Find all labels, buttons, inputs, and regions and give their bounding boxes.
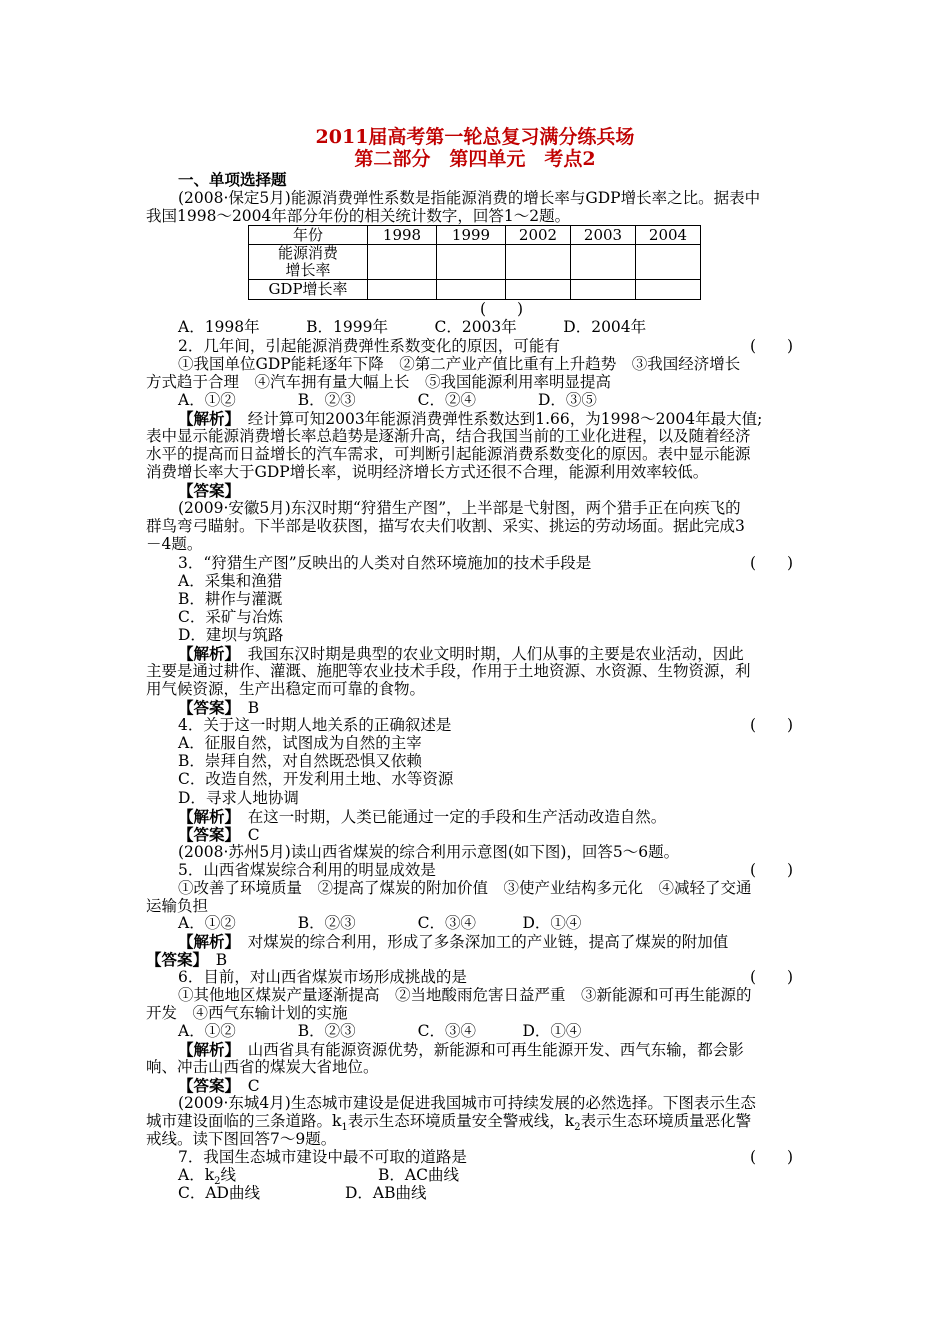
table-header-cell: 2004 [636, 226, 701, 245]
intro-q34-line3: －4题。 [146, 535, 203, 553]
q5-options: A．①② B．②③ C．③④ D．①④ [178, 914, 582, 932]
table-header-row [249, 226, 701, 245]
q2-analysis-line1: 【解析】 经计算可知2003年能源消费弹性系数达到1.66，为1998～2004年最大值; [178, 409, 763, 428]
table-row [249, 280, 701, 300]
q4-option-d: D．寻求人地协调 [178, 789, 299, 807]
table-row-label: GDP增长率 [249, 280, 368, 300]
table-cell [636, 280, 701, 300]
q3-answer-paren: ( ) [750, 554, 794, 572]
intro-q12-line1: (2008·保定5月)能源消费弹性系数是指能源消费的增长率与GDP增长率之比。据表中 [178, 189, 761, 207]
table-cell [636, 245, 701, 280]
q3-option-c: C．采矿与冶炼 [178, 608, 283, 626]
section-heading: 一、单项选择题 [178, 170, 287, 189]
intro-q34-line2: 群鸟弯弓瞄射。下半部是收获图，描写农夫们收割、采实、挑运的劳动场面。据此完成3 [146, 517, 745, 535]
q3-option-d: D．建坝与筑路 [178, 626, 284, 644]
document-subtitle: 第二部分 第四单元 考点2 [354, 148, 596, 170]
analysis-tag: 【解析】 [178, 932, 233, 951]
q5-answer: 【答案】 B [146, 950, 228, 969]
intro-q79-line3: 戒线。读下图回答7～9题。 [146, 1130, 337, 1148]
table-row-label: 能源消费 增长率 [249, 245, 368, 280]
q7-option-c: C．AD曲线 [178, 1184, 260, 1202]
table-header-cell: 年份 [249, 226, 368, 245]
q5-analysis-line1: 【解析】 对煤炭的综合利用，形成了多条深加工的产业链，提高了煤炭的附加值 [178, 932, 729, 951]
table-cell [368, 245, 437, 280]
table-header-cell: 2003 [571, 226, 636, 245]
q6-answer: 【答案】 C [178, 1076, 260, 1095]
analysis-tag: 【解析】 [178, 1040, 233, 1059]
table-cell [571, 280, 636, 300]
intro-q79-line1: (2009·东城4月)生态城市建设是促进我国城市可持续发展的必然选择。下图表示生态 [178, 1094, 756, 1112]
table-cell [571, 245, 636, 280]
q4-answer-paren: ( ) [750, 716, 794, 734]
table-header-cell: 2002 [506, 226, 571, 245]
q4-stem: 4．关于这一时期人地关系的正确叙述是 [178, 716, 452, 734]
q6-items-line1: ①其他地区煤炭产量逐渐提高 ②当地酸雨危害日益严重 ③新能源和可再生能源的 [178, 986, 752, 1004]
intro-q56: (2008·苏州5月)读山西省煤炭的综合利用示意图(如下图)，回答5～6题。 [178, 843, 680, 861]
q2-options: A．①② B．②③ C．②④ D．③⑤ [178, 391, 597, 409]
q5-stem: 5．山西省煤炭综合利用的明显成效是 [178, 861, 436, 879]
q3-analysis-line1: 【解析】 我国东汉时期是典型的农业文明时期，人们从事的主要是农业活动，因此 [178, 644, 744, 663]
q1-options: A．1998年 B．1999年 C．2003年 D．2004年 [178, 318, 647, 336]
q5-items-line1: ①改善了环境质量 ②提高了煤炭的附加价值 ③使产业结构多元化 ④减轻了交通 [178, 879, 752, 897]
q2-answer-paren: ( ) [750, 337, 794, 355]
q2-analysis-line3: 水平的提高而日益增长的汽车需求，可判断引起能源消费系数变化的原因。表中显示能源 [146, 445, 751, 463]
q3-stem: 3．“狩猎生产图”反映出的人类对自然环境施加的技术手段是 [178, 554, 592, 572]
table-cell [368, 280, 437, 300]
q4-analysis-line1: 【解析】 在这一时期，人类已能通过一定的手段和生产活动改造自然。 [178, 807, 667, 826]
q7-option-d: D．AB曲线 [345, 1184, 427, 1202]
q5-answer-paren: ( ) [750, 861, 794, 879]
q2-answer-tag: 【答案】 [178, 481, 241, 500]
q2-items-line1: ①我国单位GDP能耗逐年下降 ②第二产业产值比重有上升趋势 ③我国经济增长 [178, 355, 741, 373]
q2-stem: 2．几年间，引起能源消费弹性系数变化的原因，可能有 [178, 337, 560, 355]
intro-q12-line2: 我国1998～2004年部分年份的相关统计数字，回答1～2题。 [146, 207, 571, 225]
q2-analysis-line2: 表中显示能源消费增长率总趋势是逐渐升高，结合我国当前的工业化进程，以及随着经济 [146, 427, 751, 445]
q6-analysis-line2: 响、冲击山西省的煤炭大省地位。 [146, 1058, 379, 1076]
analysis-tag: 【解析】 [178, 409, 233, 428]
q2-analysis-line4: 消费增长率大于GDP增长率，说明经济增长方式还很不合理，能源利用效率较低。 [146, 463, 709, 481]
analysis-tag: 【解析】 [178, 807, 233, 826]
q6-analysis-line1: 【解析】 山西省具有能源资源优势，新能源和可再生能源开发、西气东输，都会影 [178, 1040, 744, 1059]
answer-tag: 【答案】 [146, 950, 201, 969]
q4-option-c: C．改造自然，开发利用土地、水等资源 [178, 770, 454, 788]
q3-analysis-line3: 用气候资源，生产出稳定而可靠的食物。 [146, 680, 426, 698]
table-header-cell: 1998 [368, 226, 437, 245]
table-cell [437, 280, 506, 300]
q6-answer-paren: ( ) [750, 968, 794, 986]
q4-answer: 【答案】 C [178, 825, 260, 844]
document-title: 2011届高考第一轮总复习满分练兵场 [315, 126, 635, 148]
q6-options: A．①② B．②③ C．③④ D．①④ [178, 1022, 582, 1040]
q7-option-a: A．$k_2$线 [178, 1166, 236, 1188]
q3-answer: 【答案】 B [178, 698, 260, 717]
q6-items-line2: 开发 ④西气东输计划的实施 [146, 1004, 348, 1022]
q3-option-a: A．采集和渔猎 [178, 572, 283, 590]
q2-items-line2: 方式趋于合理 ④汽车拥有量大幅上长 ⑤我国能源利用率明显提高 [146, 373, 612, 391]
stats-table [248, 225, 701, 300]
table-header-cell: 1999 [437, 226, 506, 245]
q5-items-line2: 运输负担 [146, 897, 209, 915]
answer-tag: 【答案】 [178, 698, 233, 717]
analysis-tag: 【解析】 [178, 644, 233, 663]
table-row [249, 245, 701, 280]
table-cell [506, 245, 571, 280]
q7-stem: 7．我国生态城市建设中最不可取的道路是 [178, 1148, 467, 1166]
q7-answer-paren: ( ) [750, 1148, 794, 1166]
table-cell [506, 280, 571, 300]
table-cell [437, 245, 506, 280]
answer-tag: 【答案】 [178, 825, 233, 844]
q3-analysis-line2: 主要是通过耕作、灌溉、施肥等农业技术手段，作用于土地资源、水资源、生物资源，利 [146, 662, 751, 680]
answer-tag: 【答案】 [178, 1076, 233, 1095]
intro-q34-line1: (2009·安徽5月)东汉时期“狩猎生产图”，上半部是弋射图，两个猎手正在向疾飞的 [178, 499, 741, 517]
q6-stem: 6．目前，对山西省煤炭市场形成挑战的是 [178, 968, 467, 986]
intro-q79-line2: 城市建设面临的三条道路。$k_1$表示生态环境质量安全警戒线，$k_2$表示生态环境质量恶化警 [146, 1112, 752, 1134]
q4-option-b: B．崇拜自然，对自然既恐惧又依赖 [178, 752, 422, 770]
q4-option-a: A．征服自然，试图成为自然的主宰 [178, 734, 422, 752]
q3-option-b: B．耕作与灌溉 [178, 590, 283, 608]
q1-answer-paren: ( ) [480, 300, 524, 318]
q7-option-b: B．AC曲线 [378, 1166, 459, 1184]
